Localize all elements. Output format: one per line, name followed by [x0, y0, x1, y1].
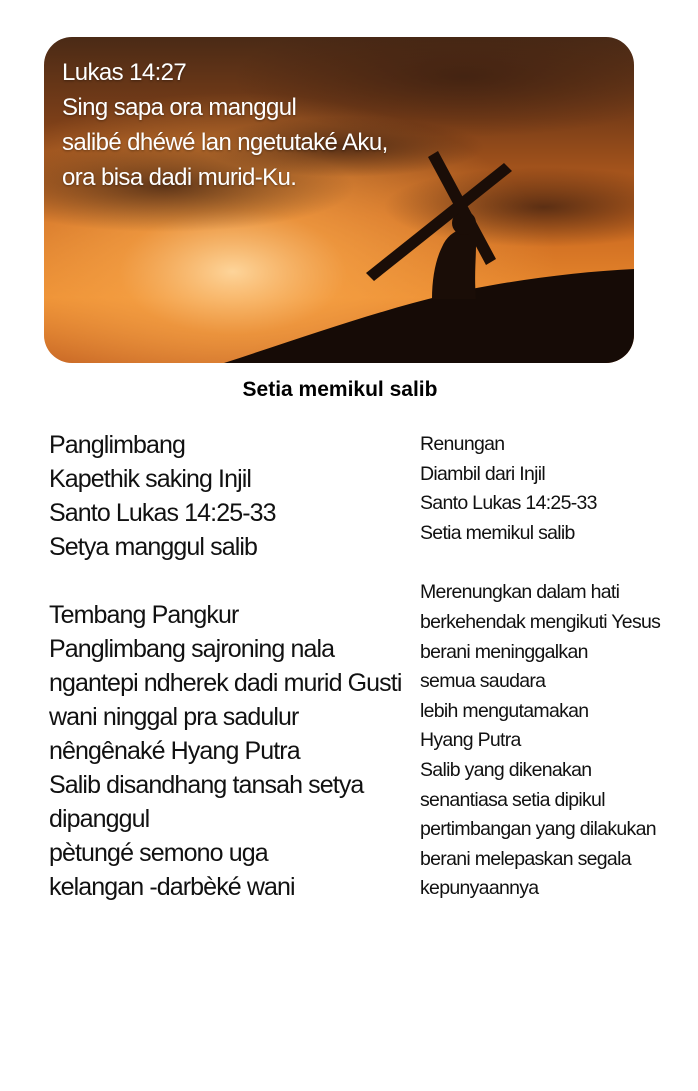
text-line: ngantepi ndherek dadi murid Gusti: [49, 669, 402, 697]
text-line: Salib disandhang tansah setya: [49, 771, 364, 799]
text-line: Kapethik saking Injil: [49, 465, 252, 493]
text-line: Hyang Putra: [420, 729, 521, 752]
text-line: Tembang Pangkur: [49, 601, 239, 629]
text-line: Santo Lukas 14:25-33: [49, 499, 276, 527]
text-line: Diambil dari Injil: [420, 462, 546, 485]
text-line: Salib yang dikenakan: [420, 758, 592, 781]
hero-verse-text: [62, 55, 388, 195]
text-line: kepunyaannya: [420, 877, 539, 900]
text-line: nêngênaké Hyang Putra: [49, 737, 300, 765]
paragraph-spacer: [49, 564, 409, 598]
right-column-indonesian: [420, 430, 692, 904]
verse-reference: Lukas 14:27: [62, 59, 187, 86]
text-line: berani melepaskan segala: [420, 847, 631, 870]
text-line: Panglimbang sajroning nala: [49, 635, 335, 663]
text-line: kelangan -darbèké wani: [49, 873, 295, 901]
text-line: dipanggul: [49, 805, 150, 833]
verse-line: ora bisa dadi murid-Ku.: [62, 164, 297, 191]
text-line: Setya manggul salib: [49, 533, 258, 561]
text-line: Renungan: [420, 433, 505, 455]
text-line: semua saudara: [420, 670, 546, 693]
page-title: Setia memikul salib: [242, 378, 438, 401]
text-line: Panglimbang: [49, 431, 186, 459]
text-line: senantiasa setia dipikul: [420, 788, 605, 811]
verse-line: Sing sapa ora manggul: [62, 94, 297, 121]
paragraph-spacer: [420, 548, 692, 578]
text-line: wani ninggal pra sadulur: [49, 703, 299, 731]
verse-line: salibé dhéwé lan ngetutaké Aku,: [62, 129, 388, 156]
text-line: Santo Lukas 14:25-33: [420, 492, 597, 515]
text-line: Merenungkan dalam hati: [420, 581, 620, 604]
text-line: pertimbangan yang dilakukan: [420, 818, 656, 841]
left-column-javanese: [49, 428, 409, 904]
text-line: pètungé semono uga: [49, 839, 268, 867]
text-line: berani meninggalkan: [420, 640, 588, 663]
hero-image-card: [44, 37, 634, 363]
text-line: Setia memikul salib: [420, 521, 575, 544]
text-line: lebih mengutamakan: [420, 699, 589, 722]
text-line: berkehendak mengikuti Yesus: [420, 610, 661, 633]
